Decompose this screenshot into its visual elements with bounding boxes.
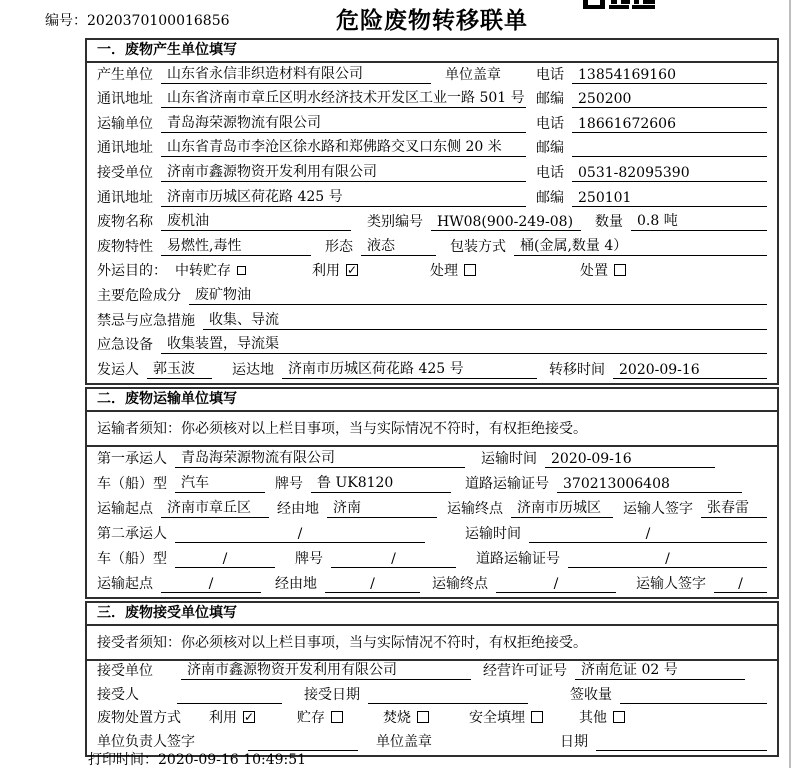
acceptor-label: 接受人 — [97, 686, 139, 703]
document-header — [0, 0, 796, 38]
carrier2-via-value: / — [325, 576, 420, 593]
receiver-notice: 接受者须知：你必须核对以上栏目事项，当与实际情况不符时，有权拒绝接受。 — [87, 626, 777, 661]
carrier2-vehicle-label: 车（船）型 — [97, 550, 167, 567]
transfer-storage-checkbox — [237, 266, 246, 275]
carrier1-origin-value: 济南市章丘区 — [161, 497, 269, 518]
transporter-phone-value: 18661672606 — [572, 116, 767, 133]
carrier2-vehicle-row — [87, 547, 777, 572]
equipment-label: 应急设备 — [97, 337, 153, 354]
check-mark-icon: ✓ — [346, 263, 358, 278]
carrier1-label: 第一承运人 — [97, 450, 167, 467]
form-value: 液态 — [361, 235, 436, 256]
carrier2-plate-value: / — [331, 551, 456, 568]
waste-character-value: 易燃性,毒性 — [161, 235, 311, 256]
responsible-sign-label: 单位负责人签字 — [97, 733, 195, 750]
carrier1-via-label: 经由地 — [277, 500, 319, 517]
transporter-address-row — [87, 137, 777, 162]
doc-number-value: 2020370100016856 — [87, 13, 230, 29]
section-transporter-header: 二．废物运输单位填写 — [87, 389, 777, 412]
carrier1-vehicle-row — [87, 472, 777, 497]
hazard-value: 废矿物油 — [189, 284, 767, 305]
carrier2-license-value: / — [568, 551, 767, 568]
purpose-row — [87, 260, 777, 285]
receiver-label: 接受单位 — [97, 164, 153, 181]
disposal-incinerate-checkbox — [417, 711, 429, 723]
carrier1-row — [87, 447, 777, 472]
print-time-value: 2020-09-16 10:49:51 — [158, 752, 307, 768]
dispose-label: 处置 — [580, 263, 608, 280]
waste-character-label: 废物特性 — [97, 238, 153, 255]
form-label: 形态 — [325, 238, 353, 255]
date-label: 日期 — [560, 733, 588, 750]
producer-zip-label: 邮编 — [536, 91, 564, 108]
disposal-label: 废物处置方式 — [97, 710, 181, 727]
disposal-option-incinerate — [383, 708, 429, 728]
carrier1-sign-value: 张春雷 — [701, 497, 767, 518]
carrier1-plate-label: 牌号 — [275, 475, 303, 492]
disposal-incinerate-label: 焚烧 — [383, 710, 411, 727]
transporter-row — [87, 112, 777, 137]
equipment-row — [87, 334, 777, 359]
sign-qty-value — [620, 703, 767, 704]
disposal-option-utilize — [209, 708, 255, 728]
disposal-option-landfill — [469, 708, 543, 728]
dispose-checkbox — [614, 264, 626, 276]
receiver-address-row — [87, 186, 777, 211]
receiver-address-value: 济南市历城区荷花路 425 号 — [161, 186, 526, 207]
taboo-row — [87, 309, 777, 334]
producer-label: 产生单位 — [97, 66, 153, 83]
destination-label: 运达地 — [232, 361, 274, 378]
transporter-phone-label: 电话 — [536, 115, 564, 132]
treat-label: 处理 — [430, 263, 458, 280]
taboo-value: 收集、导流 — [203, 309, 767, 330]
transporter-address-label: 通讯地址 — [97, 140, 153, 157]
disposal-other-checkbox — [613, 711, 625, 723]
transporter-value: 青岛海荣源物流有限公司 — [161, 112, 526, 133]
acceptor-row — [87, 684, 777, 708]
accept-date-value — [368, 703, 528, 704]
carrier2-label: 第二承运人 — [97, 525, 167, 542]
producer-address-row — [87, 88, 777, 113]
disposal-landfill-checkbox — [531, 711, 543, 723]
disposal-utilize-label: 利用 — [209, 710, 237, 727]
destination-value: 济南市历城区荷花路 425 号 — [282, 358, 537, 379]
section-transporter — [85, 387, 779, 599]
producer-phone-value: 13854169160 — [572, 67, 767, 84]
carrier1-license-label: 道路运输证号 — [465, 475, 549, 492]
purpose-label: 外运目的： — [97, 263, 167, 280]
transfer-time-value: 2020-09-16 — [613, 362, 767, 379]
receiver-phone-value: 0531-82095390 — [572, 165, 767, 182]
producer-zip-value: 250200 — [572, 91, 767, 108]
waste-character-row — [87, 235, 777, 260]
disposal-row — [87, 708, 777, 732]
disposal-storage-checkbox — [331, 711, 343, 723]
carrier2-route-row — [87, 572, 777, 597]
section-receiver — [85, 601, 779, 757]
carrier1-origin-label: 运输起点 — [97, 500, 153, 517]
carrier2-sign-value: / — [714, 576, 767, 593]
sign-qty-label: 签收量 — [570, 686, 612, 703]
carrier2-value: / — [175, 526, 425, 543]
hazard-row — [87, 284, 777, 309]
disposal-storage-label: 贮存 — [297, 710, 325, 727]
waste-name-row — [87, 211, 777, 236]
carrier1-vehicle-value: 汽车 — [175, 472, 265, 493]
category-value: HW08(900-249-08) — [431, 214, 581, 231]
carrier1-plate-value: 鲁 UK8120 — [311, 472, 451, 493]
category-label: 类别编号 — [367, 214, 423, 231]
carrier2-time-label: 运输时间 — [465, 525, 521, 542]
print-time — [88, 749, 306, 769]
receiver-row — [87, 161, 777, 186]
taboo-label: 禁忌与应急措施 — [97, 312, 195, 329]
doc-number-label: 编号： — [45, 13, 87, 29]
carrier1-time-label: 运输时间 — [481, 450, 537, 467]
treat-checkbox — [464, 264, 476, 276]
carrier1-license-value: 370213006408 — [557, 476, 742, 493]
purpose-option-treat — [430, 260, 476, 280]
utilize-label: 利用 — [312, 263, 340, 280]
equipment-value: 收集装置，导流渠 — [161, 334, 767, 355]
receive-unit-label: 接受单位 — [97, 663, 153, 680]
carrier1-value: 青岛海荣源物流有限公司 — [175, 447, 465, 468]
disposal-option-storage — [297, 708, 343, 728]
producer-phone-label: 电话 — [536, 66, 564, 83]
receiver-address-label: 通讯地址 — [97, 189, 153, 206]
print-time-label: 打印时间： — [88, 752, 158, 768]
sender-value: 郭玉波 — [147, 358, 212, 379]
carrier2-end-value: / — [496, 576, 616, 593]
disposal-landfill-label: 安全填埋 — [469, 710, 525, 727]
transporter-zip-label: 邮编 — [536, 140, 564, 157]
receive-unit-row — [87, 661, 777, 685]
carrier2-end-label: 运输终点 — [432, 575, 488, 592]
carrier2-time-value: / — [529, 526, 767, 543]
carrier2-origin-label: 运输起点 — [97, 575, 153, 592]
carrier1-time-value: 2020-09-16 — [545, 451, 715, 468]
transfer-time-label: 转移时间 — [549, 361, 605, 378]
carrier2-sign-label: 运输人签字 — [636, 575, 706, 592]
carrier1-via-value: 济南 — [327, 497, 437, 518]
carrier1-vehicle-label: 车（船）型 — [97, 475, 167, 492]
waste-name-value: 废机油 — [161, 211, 351, 232]
permit-value: 济南危证 02 号 — [575, 661, 745, 681]
purpose-option-dispose — [580, 260, 626, 280]
section-receiver-header: 三．废物接受单位填写 — [87, 603, 777, 626]
receiver-zip-value: 250101 — [572, 190, 767, 207]
unit-seal-label: 单位盖章 — [445, 66, 501, 83]
package-label: 包装方式 — [450, 238, 506, 255]
disposal-option-other — [579, 708, 625, 728]
qr-code-fragment-icon — [583, 0, 655, 9]
utilize-checkbox-checked — [346, 264, 358, 276]
transfer-storage-label: 中转贮存 — [175, 263, 231, 280]
carrier2-origin-value: / — [161, 576, 261, 593]
receiver-phone-label: 电话 — [536, 164, 564, 181]
quantity-label: 数量 — [595, 214, 623, 231]
accept-date-label: 接受日期 — [304, 686, 360, 703]
carrier2-license-label: 道路运输证号 — [476, 550, 560, 567]
page-title: 危险废物转移联单 — [336, 7, 528, 34]
section-producer — [85, 38, 779, 385]
purpose-option-utilize — [312, 260, 358, 280]
transporter-label: 运输单位 — [97, 115, 153, 132]
carrier2-plate-label: 牌号 — [295, 550, 323, 567]
sender-row — [87, 358, 777, 383]
carrier2-via-label: 经由地 — [275, 575, 317, 592]
permit-label: 经营许可证号 — [483, 663, 567, 680]
carrier1-route-row — [87, 497, 777, 522]
page-edge-line — [789, 0, 791, 768]
transporter-notice: 运输者须知：你必须核对以上栏目事项，当与实际情况不符时，有权拒绝接受。 — [87, 412, 777, 447]
waste-name-label: 废物名称 — [97, 214, 153, 231]
transporter-zip-value — [572, 156, 767, 157]
carrier1-end-label: 运输终点 — [447, 500, 503, 517]
sender-label: 发运人 — [97, 361, 139, 378]
carrier1-sign-label: 运输人签字 — [623, 500, 693, 517]
receiver-zip-label: 邮编 — [536, 189, 564, 206]
producer-row — [87, 63, 777, 88]
carrier2-vehicle-value: / — [175, 551, 275, 568]
receive-unit-value: 济南市鑫源物资开发利用有限公司 — [181, 661, 471, 681]
receiver-seal-label: 单位盖章 — [376, 733, 432, 750]
carrier1-end-value: 济南市历城区 — [511, 497, 613, 518]
quantity-value: 0.8 吨 — [631, 211, 767, 232]
section-producer-header: 一．废物产生单位填写 — [87, 40, 777, 63]
manifest-form — [85, 38, 779, 759]
carrier2-row — [87, 522, 777, 547]
purpose-option-transfer-storage — [175, 260, 246, 280]
hazard-label: 主要危险成分 — [97, 287, 181, 304]
disposal-utilize-checkbox-checked — [243, 711, 255, 723]
transporter-address-value: 山东省青岛市李沧区徐水路和郑佛路交叉口东侧 20 米 — [161, 137, 526, 158]
producer-address-label: 通讯地址 — [97, 91, 153, 108]
producer-value: 山东省永信非织造材料有限公司 — [161, 63, 431, 84]
acceptor-value — [177, 703, 282, 704]
date-value — [596, 750, 767, 751]
disposal-other-label: 其他 — [579, 710, 607, 727]
producer-address-value: 山东省济南市章丘区明水经济技术开发区工业一路 501 号 — [161, 88, 526, 109]
receiver-value: 济南市鑫源物资开发利用有限公司 — [161, 161, 526, 182]
check-mark-icon: ✓ — [243, 710, 255, 725]
package-value: 桶(金属,数量 4） — [514, 235, 767, 256]
